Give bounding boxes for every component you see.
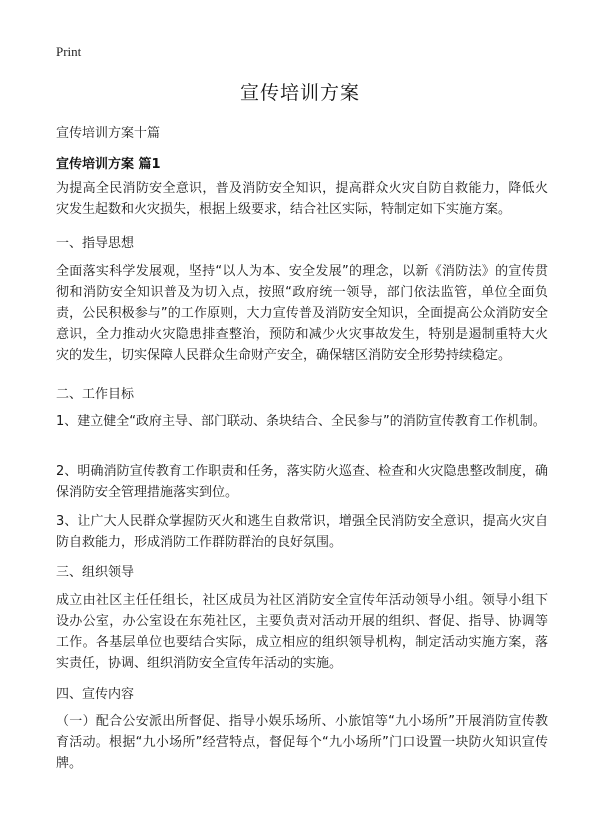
guiding-ideology-paragraph: 全面落实科学发展观，坚持“以人为本、安全发展”的理念，以新《消防法》的宣传贯彻和消防安全知识普及为切入点，按照“政府统一领导，部门依法监管，单位全面负责，公民积极参与”的工作原则，大力宣传普及消防安全知识，全面提高公众消防安全意识，全力推动火灾隐患排查整治，预防和减少火灾事故发生，特别是遏制重特大火灾的发生，切实保障人民群众生命财产安全，确保辖区消防安全形势持续稳定。 [56,264,548,363]
heading-guiding-ideology: 一、指导思想 [56,236,135,251]
goal-item-1: 1、建立健全“政府主导、部门联动、条块结合、全民参与”的消防宣传教育工作机制。 [56,414,546,429]
heading-organization: 三、组织领导 [56,565,135,580]
document-title: 宣传培训方案 [239,82,360,104]
goal-item-2: 2、明确消防宣传教育工作职责和任务，落实防火巡查、检查和火灾隐患整改制度，确保消防安全管理措施落实到位。 [56,464,548,500]
section-title: 宣传培训方案 篇1 [56,157,161,172]
publicity-content-paragraph: （一）配合公安派出所督促、指导小娱乐场所、小旅馆等“九小场所”开展消防宣传教育活动。根据“九小场所”经营特点，督促每个“九小场所”门口设置一块防火知识宣传牌。 [56,714,548,771]
intro-paragraph: 为提高全民消防安全意识，普及消防安全知识，提高群众火灾自防自救能力，降低火灾发生起数和火灾损失，根据上级要求，结合社区实际，特制定如下实施方案。 [56,181,548,217]
print-label[interactable]: Print [56,44,82,59]
heading-publicity-content: 四、宣传内容 [56,687,135,702]
document-subtitle: 宣传培训方案十篇 [56,126,161,141]
goal-item-3: 3、让广大人民群众掌握防灭火和逃生自救常识，增强全民消防安全意识，提高火灾自防自救能力，形成消防工作群防群治的良好氛围。 [56,514,548,550]
heading-work-goals: 二、工作目标 [56,387,135,402]
organization-paragraph: 成立由社区主任任组长，社区成员为社区消防安全宣传年活动领导小组。领导小组下设办公室，办公室设在东苑社区，主要负责对活动开展的组织、督促、指导、协调等工作。各基层单位也要结合实际，成立相应的组织领导机构，制定活动实施方案，落实责任，协调、组织消防安全宣传年活动的实施。 [56,593,548,671]
